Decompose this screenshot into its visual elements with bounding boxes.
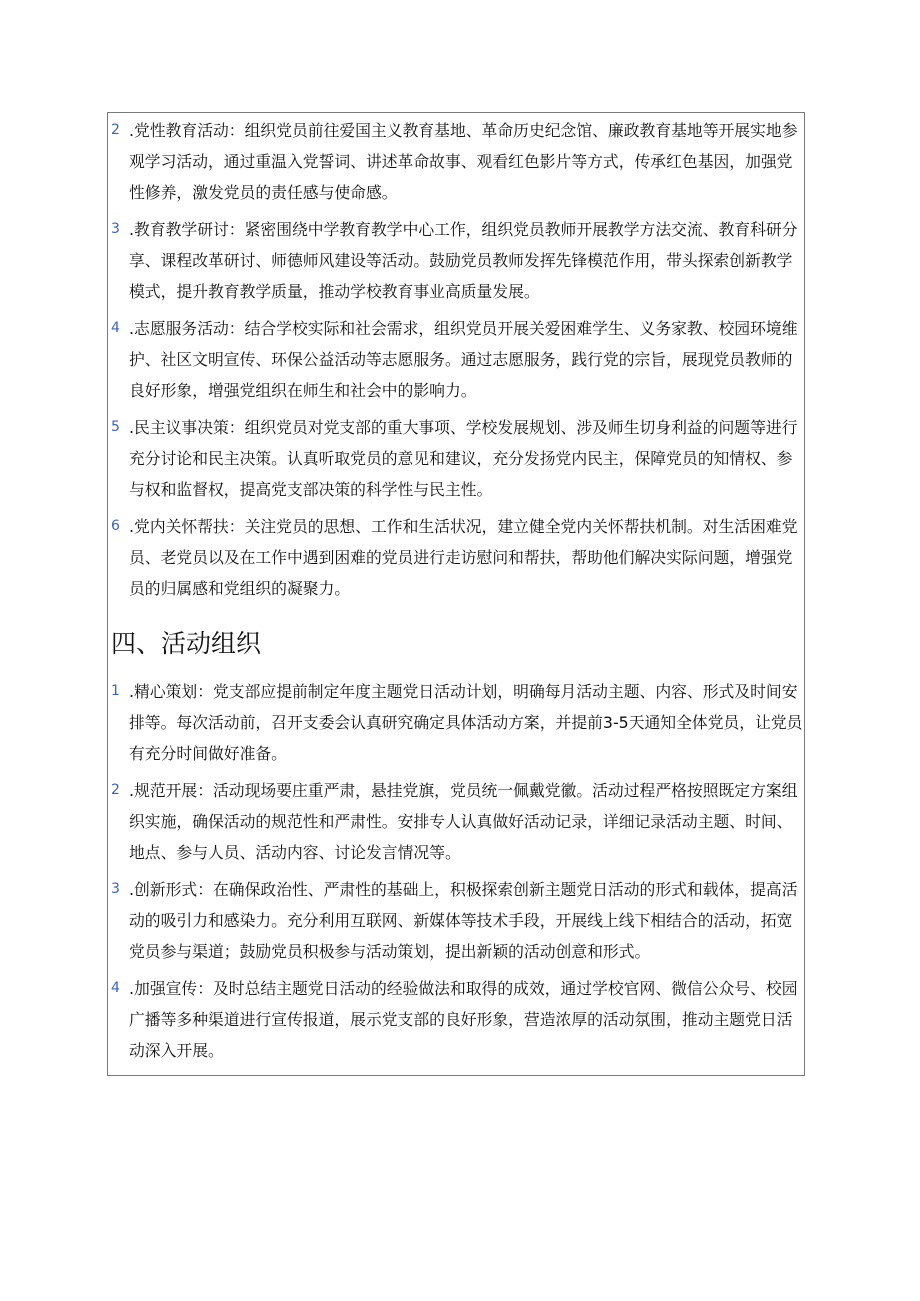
item-text: .党内关怀帮扶：关注党员的思想、工作和生活状况，建立健全党内关怀帮扶机制。对生活困难党员、老党员以及在工作中遇到困难的党员进行走访慰问和帮扶，帮助他们解决实际问题，增强党员的归属感和党组织的凝聚力。	[129, 517, 798, 598]
item-text: .志愿服务活动：结合学校实际和社会需求，组织党员开展关爱困难学生、义务家教、校园环境维护、社区文明宣传、环保公益活动等志愿服务。通过志愿服务，践行党的宗旨，展现党员教师的良好形象，增强党组织在师生和社会中的影响力。	[129, 319, 798, 400]
item-number: 1	[111, 683, 120, 699]
item-number: 6	[111, 518, 120, 534]
list-item	[108, 676, 803, 769]
document-body	[108, 115, 803, 1066]
list-item	[108, 775, 803, 868]
list-item	[108, 313, 803, 406]
list-item	[108, 214, 803, 307]
item-text: .加强宣传：及时总结主题党日活动的经验做法和取得的成效，通过学校官网、微信公众号、校园广播等多种渠道进行宣传报道，展示党支部的良好形象，营造浓厚的活动氛围，推动主题党日活动深入开展。	[129, 979, 798, 1060]
item-number: 3	[111, 221, 120, 237]
item-text: .教育教学研讨：紧密围绕中学教育教学中心工作，组织党员教师开展教学方法交流、教育科研分享、课程改革研讨、师德师风建设等活动。鼓励党员教师发挥先锋模范作用，带头探索创新教学模式，提升教育教学质量，推动学校教育事业高质量发展。	[129, 220, 798, 301]
list-item	[108, 973, 803, 1066]
list-item	[108, 874, 803, 967]
item-number: 5	[111, 419, 120, 435]
item-text: .民主议事决策：组织党员对党支部的重大事项、学校发展规划、涉及师生切身利益的问题等进行充分讨论和民主决策。认真听取党员的意见和建议，充分发扬党内民主，保障党员的知情权、参与权和监督权，提高党支部决策的科学性与民主性。	[129, 418, 798, 499]
item-text: .创新形式：在确保政治性、严肃性的基础上，积极探索创新主题党日活动的形式和载体，提高活动的吸引力和感染力。充分利用互联网、新媒体等技术手段，开展线上线下相结合的活动，拓宽党员参与渠道；鼓励党员积极参与活动策划，提出新颖的活动创意和形式。	[129, 880, 798, 961]
item-number: 3	[111, 881, 120, 897]
section-heading: 四、活动组织	[111, 629, 262, 658]
item-number: 2	[111, 782, 120, 798]
list-item	[108, 115, 803, 208]
item-number: 2	[111, 122, 120, 138]
item-number: 4	[111, 320, 120, 336]
list-item	[108, 412, 803, 505]
item-text: .规范开展：活动现场要庄重严肃，悬挂党旗，党员统一佩戴党徽。活动过程严格按照既定方案组织实施，确保活动的规范性和严肃性。安排专人认真做好活动记录，详细记录活动主题、时间、地点、参与人员、活动内容、讨论发言情况等。	[129, 781, 798, 862]
item-text: .精心策划：党支部应提前制定年度主题党日活动计划，明确每月活动主题、内容、形式及时间安排等。每次活动前，召开支委会认真研究确定具体活动方案，并提前3-5天通知全体党员，让党员有充分时间做好准备。	[129, 682, 803, 763]
item-text: .党性教育活动：组织党员前往爱国主义教育基地、革命历史纪念馆、廉政教育基地等开展实地参观学习活动，通过重温入党誓词、讲述革命故事、观看红色影片等方式，传承红色基因，加强党性修养，激发党员的责任感与使命感。	[129, 121, 798, 202]
list-item	[108, 511, 803, 604]
item-number: 4	[111, 980, 120, 996]
